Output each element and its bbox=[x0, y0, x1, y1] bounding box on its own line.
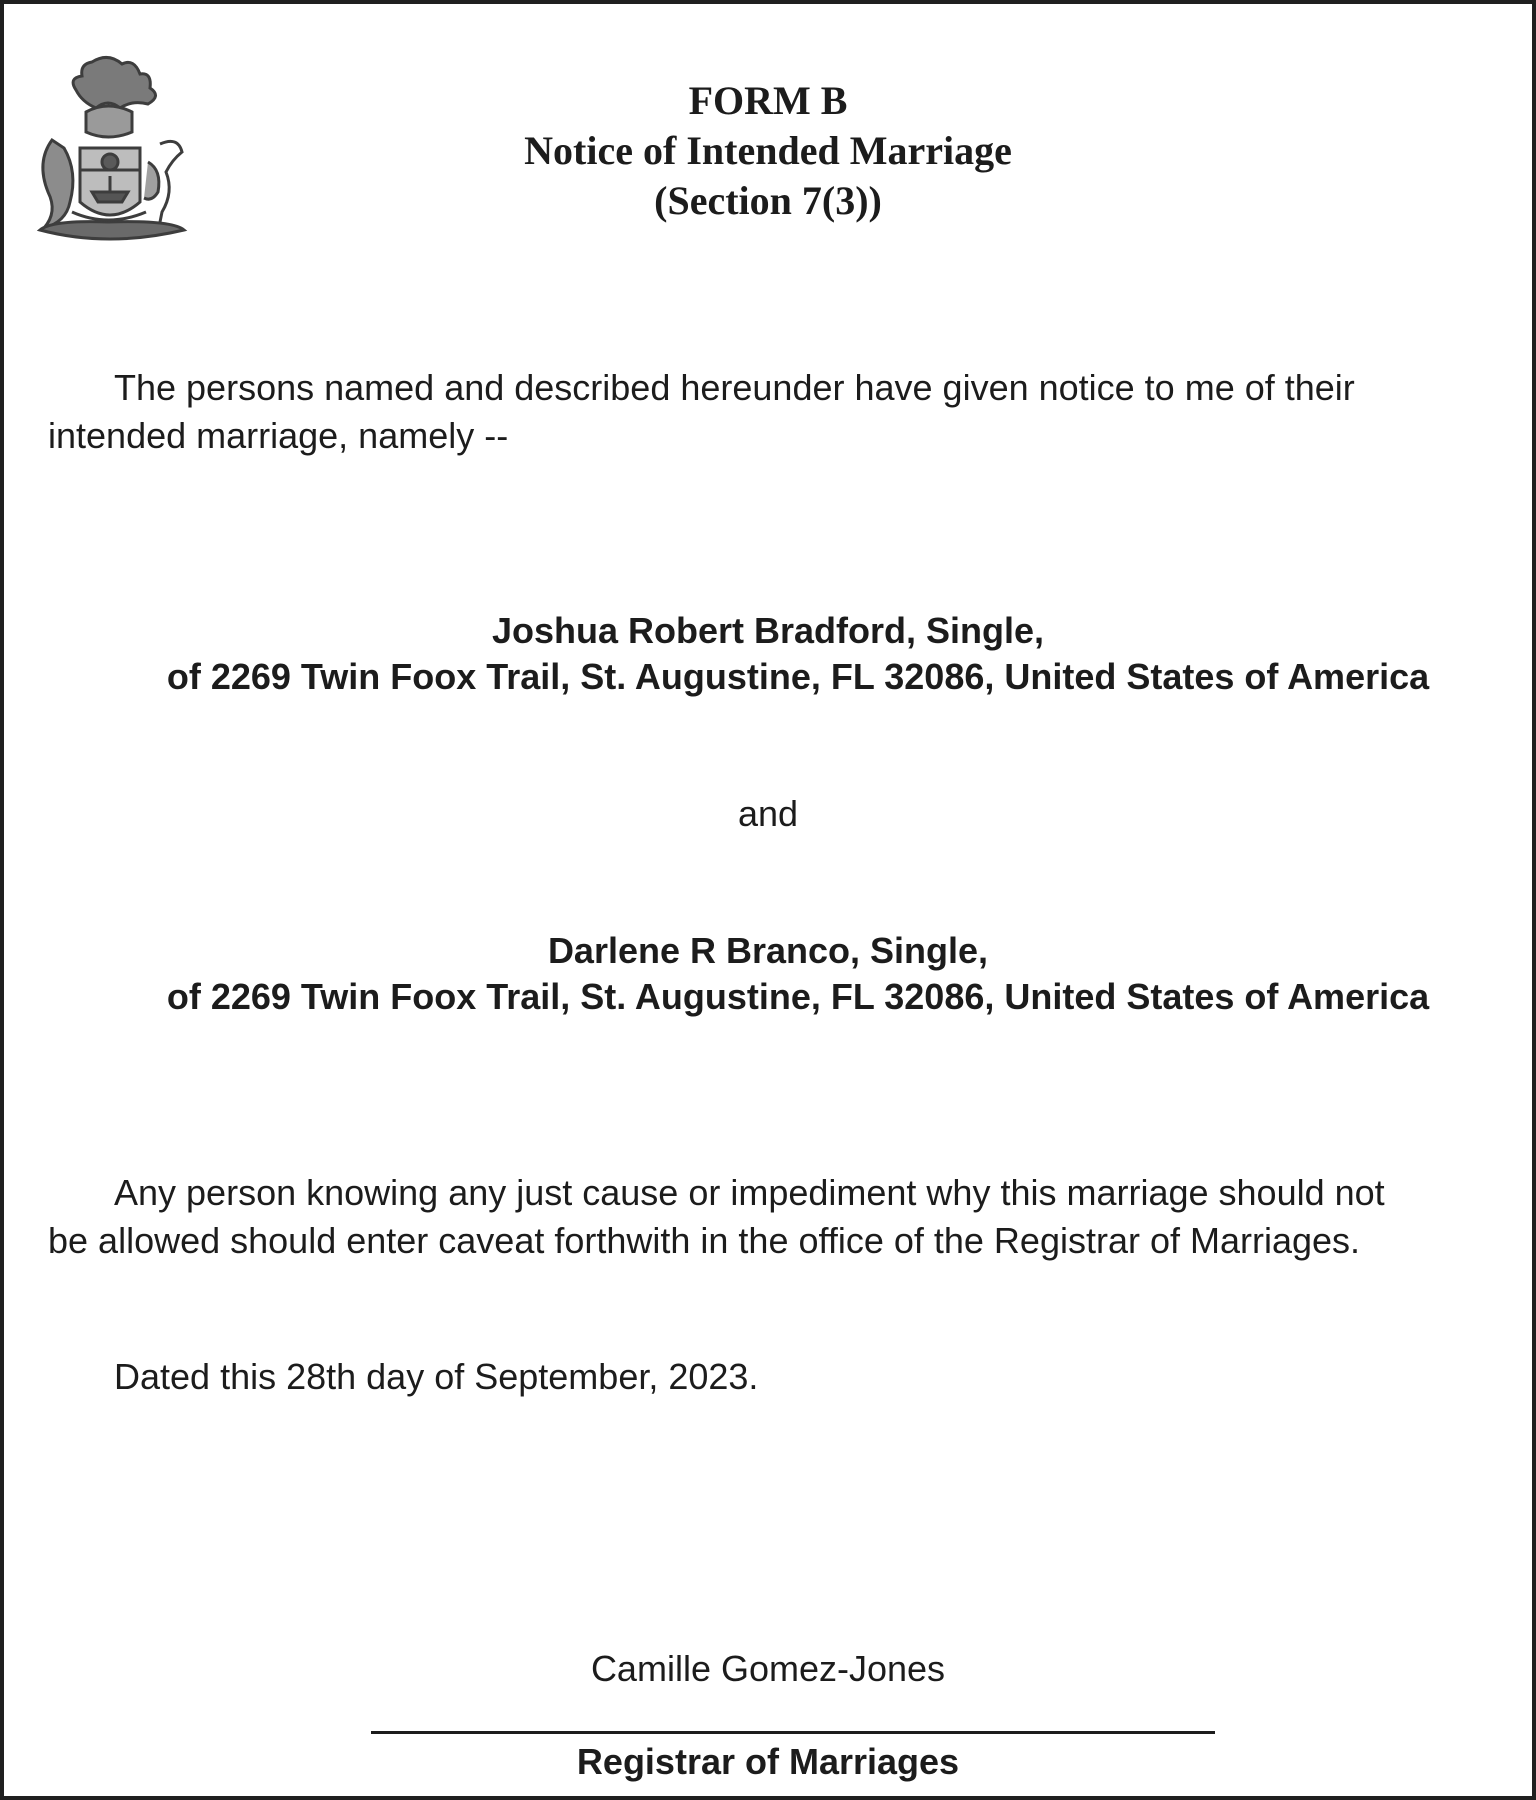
section-reference: (Section 7(3)) bbox=[654, 178, 882, 223]
party-1-address: of 2269 Twin Foox Trail, St. Augustine, FL 32086, United States of America bbox=[166, 656, 1430, 697]
objection-line-2: be allowed should enter caveat forthwith in the office of the Registrar of Marriages. bbox=[48, 1220, 1361, 1261]
registrar-name: Camille Gomez-Jones bbox=[590, 1648, 946, 1689]
intro-paragraph bbox=[48, 364, 1518, 460]
objection-paragraph bbox=[48, 1169, 1518, 1265]
conjunction-text: and bbox=[737, 793, 799, 834]
form-header bbox=[4, 76, 1532, 226]
signature-line bbox=[371, 1731, 1215, 1734]
party-1-name: Joshua Robert Bradford, Single, bbox=[491, 610, 1045, 651]
intro-line-1: The persons named and described hereunder have given notice to me of their bbox=[114, 367, 1355, 408]
objection-line-1: Any person knowing any just cause or impediment why this marriage should not bbox=[114, 1172, 1385, 1213]
form-label: FORM B bbox=[688, 78, 848, 123]
document-title: Notice of Intended Marriage bbox=[524, 128, 1012, 173]
dated-line: Dated this 28th day of September, 2023. bbox=[114, 1356, 759, 1397]
intro-line-2: intended marriage, namely -- bbox=[48, 415, 509, 456]
registrar-title: Registrar of Marriages bbox=[576, 1741, 960, 1782]
party-2-address: of 2269 Twin Foox Trail, St. Augustine, FL 32086, United States of America bbox=[166, 976, 1430, 1017]
party-2-name: Darlene R Branco, Single, bbox=[547, 930, 989, 971]
